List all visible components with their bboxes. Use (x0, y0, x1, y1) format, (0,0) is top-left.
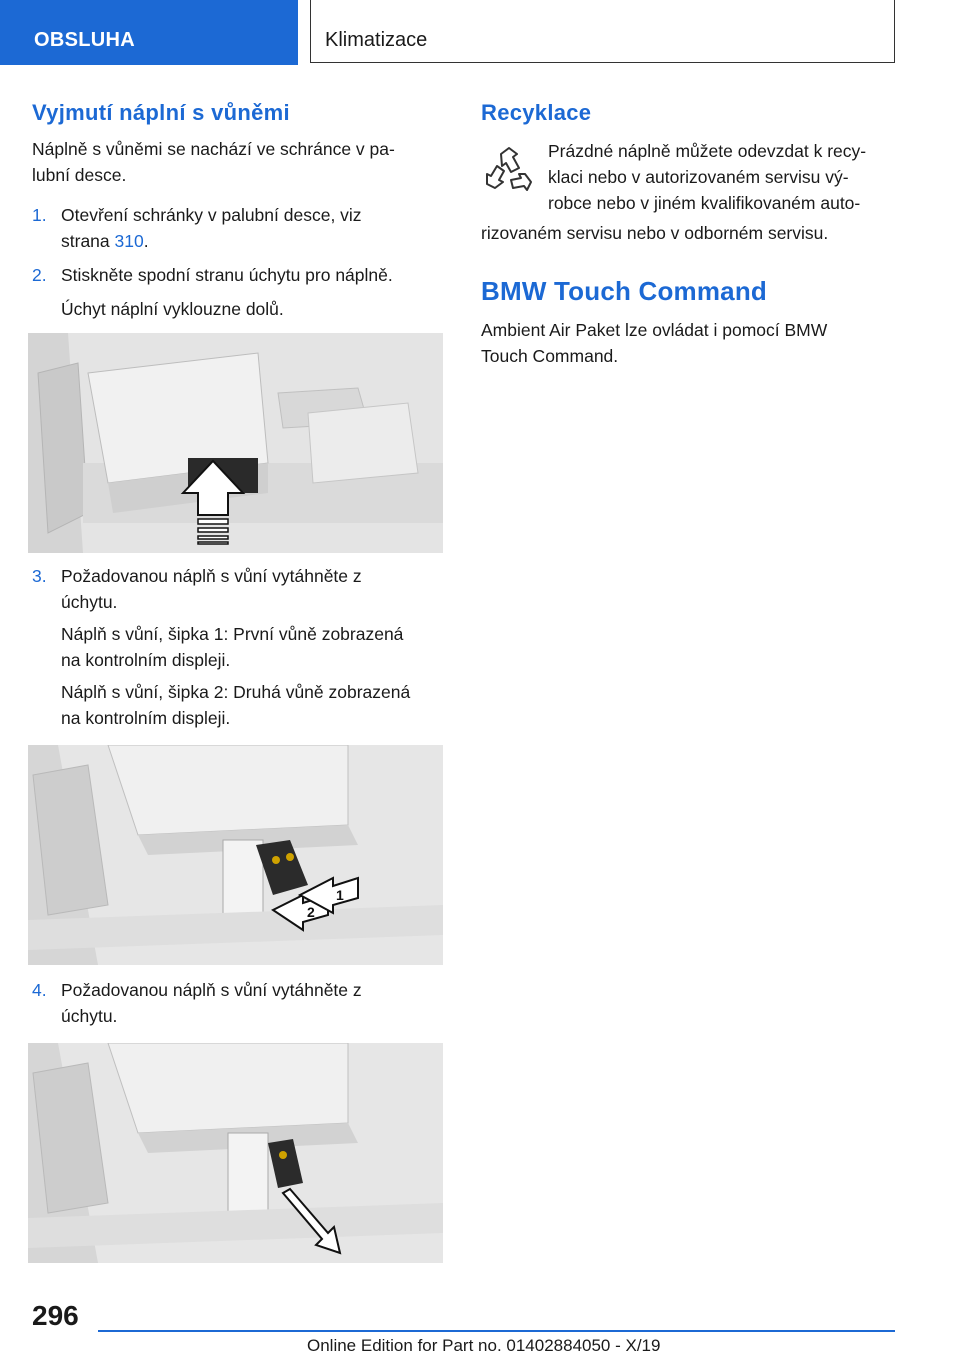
step-1-line-1: Otevření schránky v palubní desce, viz (61, 205, 362, 225)
recycling-block (481, 138, 901, 234)
recycling-line-4: rizovaném servisu nebo v odborném servisu. (481, 223, 829, 243)
page-reference-link[interactable]: 310 (114, 231, 144, 251)
intro-line-1: Náplně s vůněmi se nachází ve schránce v pa- (32, 139, 395, 159)
step-1-number: 1. (32, 205, 47, 225)
step-4 (32, 977, 444, 1029)
step-1-text-prefix: strana (61, 231, 115, 251)
recycling-line-1: Prázdné náplně můžete odevzdat k recy- (548, 141, 867, 161)
step-2-number: 2. (32, 265, 47, 285)
page-number: 296 (32, 1300, 79, 1331)
left-column (32, 100, 444, 322)
arrow-label-1: 1 (336, 887, 344, 903)
bmw-line-2: Touch Command. (481, 346, 619, 366)
step-2-note: Úchyt náplní vyklouzne dolů. (61, 299, 284, 319)
step-2 (32, 262, 444, 288)
footer-rule (98, 1330, 895, 1332)
step-1-text-suffix: . (143, 231, 149, 251)
section-title-removal: Vyjmutí náplní s vůněmi (32, 100, 290, 125)
step-3-number: 3. (32, 566, 47, 586)
arrow-label-2: 2 (307, 904, 315, 920)
step-3-line-2: úchytu. (61, 592, 118, 612)
recycle-icon (481, 144, 537, 200)
section-tab (0, 0, 298, 65)
recycling-line-3: robce nebo v jiném kvalifikovaném auto- (548, 193, 861, 213)
step-3-note-2-line-1: Náplň s vůní, šipka 2: Druhá vůně zobrazená (61, 682, 411, 702)
intro-line-2: lubní desce. (32, 165, 127, 185)
recycling-line-2: klaci nebo v autorizovaném servisu vý- (548, 167, 849, 187)
section-title-bmw-touch-command: BMW Touch Command (481, 276, 767, 306)
figure-scent-cartridges (28, 745, 443, 965)
chapter-header (310, 0, 895, 63)
step-4-line-2: úchytu. (61, 1006, 118, 1026)
step-4-number: 4. (32, 980, 47, 1000)
recycling-text (548, 138, 898, 216)
step-3 (32, 563, 444, 615)
section-tab-label: OBSLUHA (34, 29, 135, 51)
step-1 (32, 202, 444, 254)
figure-pull-cartridge (28, 1043, 443, 1263)
step-3-line-1: Požadovanou náplň s vůní vytáhněte z (61, 566, 362, 586)
bmw-line-1: Ambient Air Paket lze ovládat i pomocí BMW (481, 320, 828, 340)
step-3-note-1-line-1: Náplň s vůní, šipka 1: První vůně zobrazená (61, 624, 404, 644)
step-4-line-1: Požadovanou náplň s vůní vytáhněte z (61, 980, 362, 1000)
figure-glovebox-holder (28, 333, 443, 553)
step-3-note-1-line-2: na kontrolním displeji. (61, 650, 231, 670)
left-column-steps-3 (32, 563, 444, 731)
step-3-note-2-line-2: na kontrolním displeji. (61, 708, 231, 728)
section-title-recycling: Recyklace (481, 100, 592, 125)
chapter-title: Klimatizace (325, 29, 428, 51)
left-column-steps-4 (32, 977, 444, 1029)
step-2-text: Stiskněte spodní stranu úchytu pro náplně. (61, 265, 393, 285)
right-column (481, 100, 901, 369)
footer-edition: Online Edition for Part no. 01402884050 - X/19 (307, 1336, 661, 1355)
step-1-line-2 (61, 228, 444, 254)
